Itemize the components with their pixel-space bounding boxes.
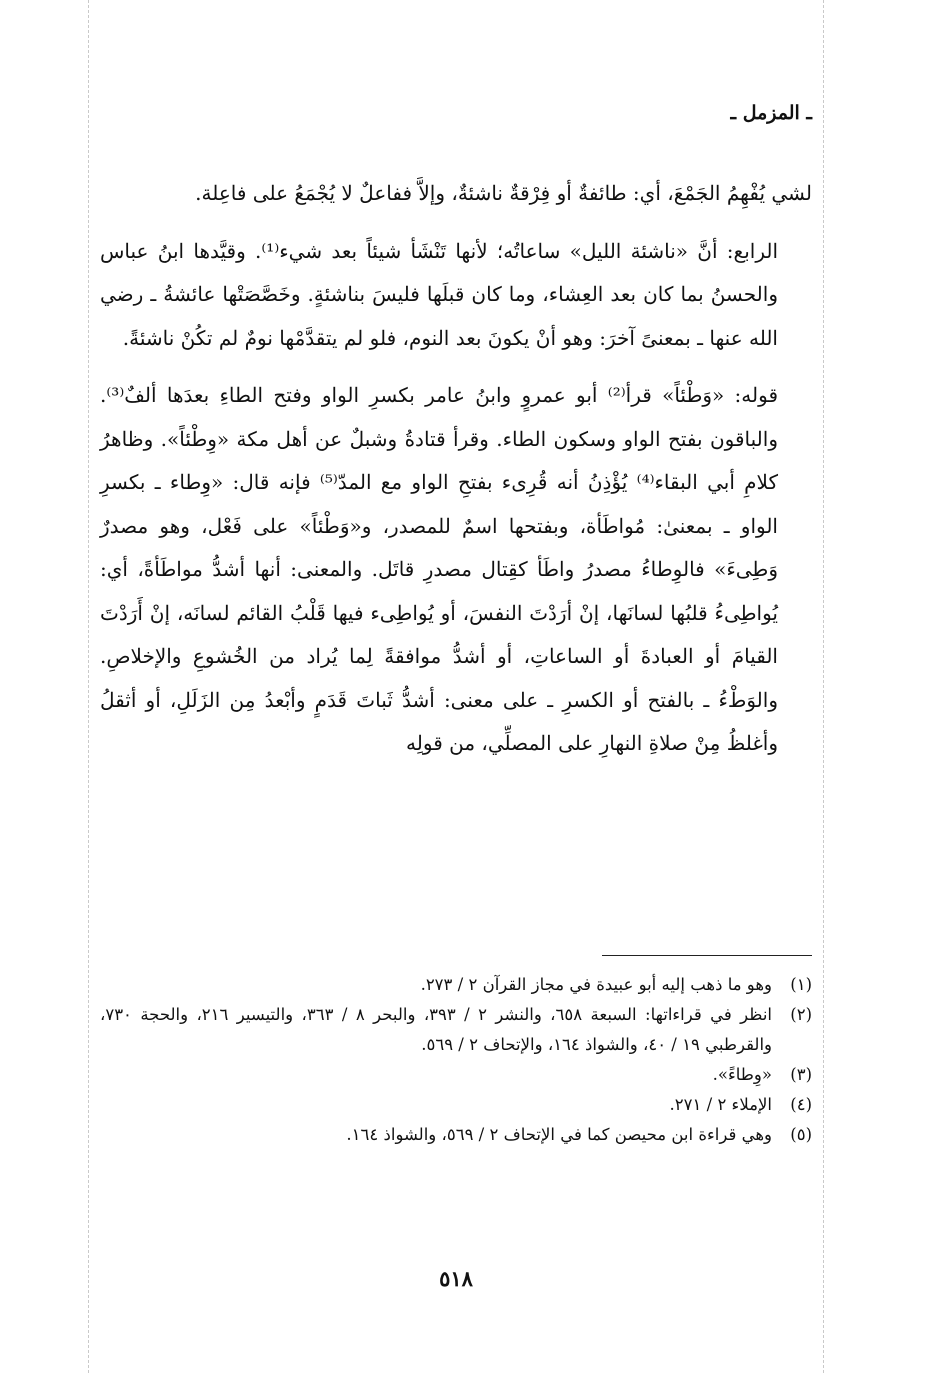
footnote-number: (١) bbox=[790, 975, 812, 994]
margin-guide-right bbox=[823, 0, 824, 1373]
footnote-text: وهو ما ذهب إليه أبو عبيدة في مجاز القرآن ٢ / ٢٧٣. bbox=[420, 975, 772, 994]
page-number: ٥١٨ bbox=[439, 1266, 473, 1291]
footnote-divider bbox=[602, 955, 812, 956]
footnote-2 bbox=[100, 1000, 812, 1060]
footnote-number: (٥) bbox=[790, 1125, 812, 1144]
margin-guide-left bbox=[88, 0, 89, 1373]
footnote-5 bbox=[100, 1120, 812, 1150]
footnote-text: انظر في قراءاتها: السبعة ٦٥٨، والنشر ٢ / ٣٩٣، والبحر ٨ / ٣٦٣، والتيسير ٢١٦، والحجة ٧٣٠، والقرطبي ١٩ / ٤٠، والشواذ ١٦٤، والإتحاف ٢ / ٥٦٩. bbox=[100, 1005, 772, 1054]
footnote-number: (٤) bbox=[790, 1095, 812, 1114]
main-text bbox=[100, 172, 812, 766]
footnotes bbox=[100, 970, 812, 1150]
footnote-number: (٣) bbox=[790, 1065, 812, 1084]
footnote-number: (٢) bbox=[790, 1005, 812, 1024]
running-head: ـ المزمل ـ bbox=[730, 102, 812, 124]
paragraph-3: قوله: «وَطْئاً» قرأ⁽²⁾ أبو عمروٍ وابنُ عامر بكسرِ الواو وفتح الطاءِ بعدَها ألفٌ⁽³⁾. والباقون بفتح الواو وسكون الطاء. وقرأ قتادةُ وشبلٌ عن أهل مكة «وِطْئاً». وظاهرُ كلامِ أبي البقاء⁽⁴⁾ يُؤْذِنُ أنه قُرِىء بفتحِ الواو مع المدّ⁽⁵⁾ فإنه قال: «وِطاء ـ بكسرِ الواو ـ بمعنىٰ: مُواطَأة، وبفتحها اسمٌ للمصدر، و«وَطْئاً» على فَعْل، وهو مصدرٌ وَطِىءَ» فالوِطاءُ مصدرُ واطَأ كقِتال مصدرِ قاتَل. والمعنى: أنها أشدُّ مواطَأةً، أي: يُواطِىءُ قلبُها لسانَها، إنْ أرَدْتَ النفسَ، أو يُواطِىء فيها قَلْبُ القائم لسانَه، إنْ أَرَدْتَ القيامَ أو العبادةَ أو الساعاتِ، أو أشدُّ موافقةً لِما يُراد من الخُشوعِ والإخلاصِ. والوَطْءُ ـ بالفتح أو الكسرِ ـ على معنى: أشدُّ ثَباتَ قَدَمٍ وأبْعدُ مِن الزَلَلِ، أو أثقلُ وأغلظُ مِنْ صلاةِ النهارِ على المصلِّي، من قولِه bbox=[100, 383, 779, 755]
paragraph-1: لشي يُفْهِمُ الجَمْعَ، أي: طائفةٌ أو فِرْقةٌ ناشئةٌ، وإلاَّ ففاعلٌ لا يُجْمَعُ على فاعِلة. bbox=[195, 181, 812, 205]
footnote-text: «وِطاءً». bbox=[712, 1065, 772, 1084]
footnote-text: وهي قراءة ابن محيصن كما في الإتحاف ٢ / ٥٦٩، والشواذ ١٦٤. bbox=[346, 1125, 772, 1144]
footnote-4 bbox=[100, 1090, 812, 1120]
book-page bbox=[100, 0, 812, 1373]
footnote-text: الإملاء ٢ / ٢٧١. bbox=[669, 1095, 772, 1114]
footnote-1 bbox=[100, 970, 812, 1000]
paragraph-2: الرابع: أنَّ «ناشئة الليل» ساعاتُه؛ لأنها تَنْشَأ شيئاً بعد شيء⁽¹⁾. وقيَّدها ابنُ عباس والحسنُ بما كان بعد العِشاء، وما كان قبلَها فليسَ بناشئةٍ. وخَصَّصَتْها عائشةُ ـ رضي الله عنها ـ بمعنىً آخرَ: وهو أنْ يكونَ بعد النوم، فلو لم يتقدَّمْها نومٌ لم تكُنْ ناشئةً. bbox=[100, 238, 778, 350]
footnote-3 bbox=[100, 1060, 812, 1090]
